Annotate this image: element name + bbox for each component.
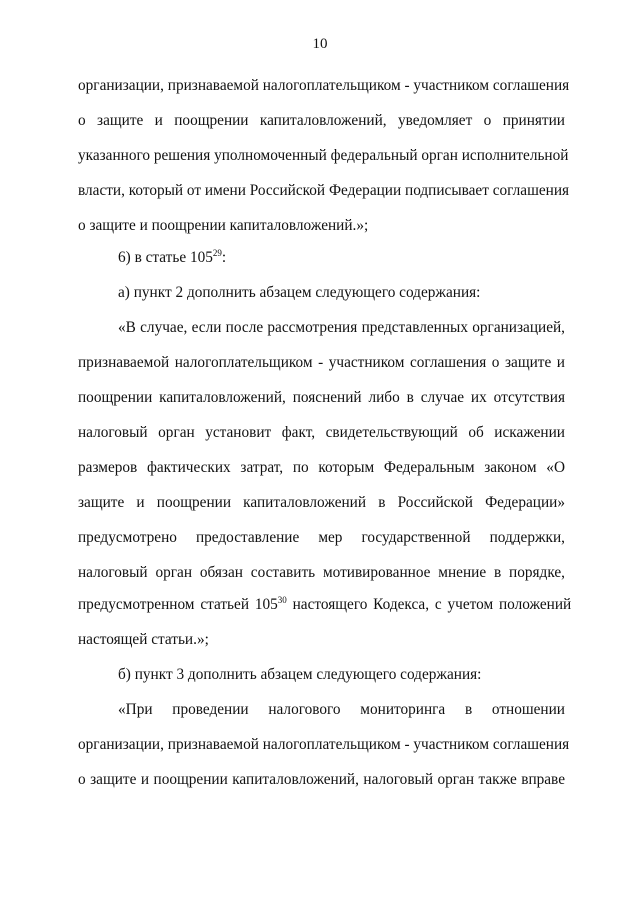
superscript-article: 30 [277,595,287,605]
text-line: защите и поощрении капиталовложений в Российской Федерации» [78,494,565,511]
text-line: организации, признаваемой налогоплательщиком - участником соглашения [78,736,570,753]
text-line: о защите и поощрении капиталовложений, налоговый орган также вправе [78,771,565,788]
text-line: указанного решения уполномоченный федеральный орган исполнительной [78,147,569,164]
text-line: размеров фактических затрат, по которым Федеральным законом «О [78,459,565,476]
superscript-article: 29 [212,248,222,258]
text-line: «В случае, если после рассмотрения представленных организацией, [118,319,565,336]
text-line: налоговый орган обязан составить мотивированное мнение в порядке, [78,564,565,581]
text-line: о защите и поощрении капиталовложений, уведомляет о принятии [78,112,565,129]
page-number: 10 [312,36,328,52]
text-fragment: настоящего Кодекса, с учетом положений [286,596,572,613]
subitem-heading: а) пункт 2 дополнить абзацем следующего содержания: [118,284,481,301]
subitem-heading: б) пункт 3 дополнить абзацем следующего содержания: [118,666,482,683]
text-line: власти, который от имени Российской Федерации подписывает соглашения [78,182,570,199]
text-line: «При проведении налогового мониторинга в отношении [118,701,565,718]
text-fragment: предусмотренном статьей 105 [78,596,278,613]
text-line: налоговый орган установит факт, свидетельствующий об искажении [78,424,565,441]
text-line: предусмотрено предоставление мер государственной поддержки, [78,529,565,546]
text-line: о защите и поощрении капиталовложений.»; [78,217,369,234]
text-line: поощрении капиталовложений, пояснений либо в случае их отсутствия [78,389,565,406]
text-line: организации, признаваемой налогоплательщиком - участником соглашения [78,77,570,94]
text-line: настоящей статьи.»; [78,631,209,648]
item-heading-text: 6) в статье 105 [118,249,213,266]
colon: : [221,249,227,266]
text-line: признаваемой налогоплательщиком - участником соглашения о защите и [78,354,565,371]
text-line [78,595,572,615]
item-heading [118,248,565,268]
